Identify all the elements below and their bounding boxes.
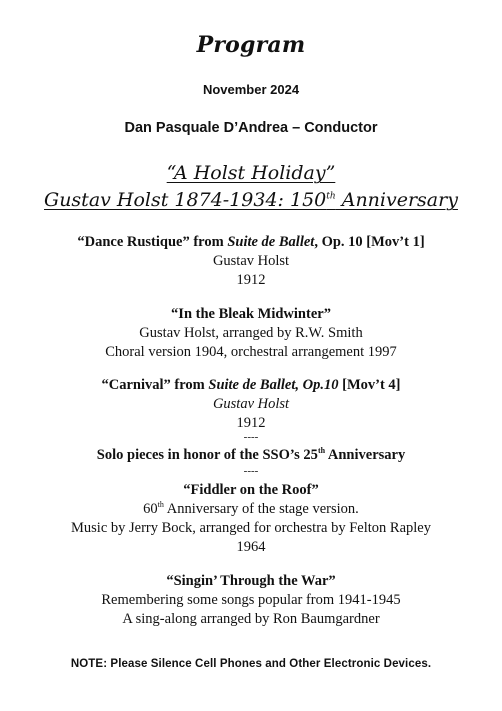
fiddler-year: 1964 xyxy=(236,539,266,555)
piece-1-title-pre: “Dance Rustique” from xyxy=(77,234,228,250)
fiddler-anniversary-text: Anniversary of the stage version. xyxy=(163,501,359,517)
fiddler-credits: Music by Jerry Bock, arranged for orchestra by Felton Rapley xyxy=(71,520,431,536)
anniversary-headline-suffix: Anniversary xyxy=(335,189,458,211)
page-title: Program xyxy=(196,32,306,58)
piece-3-year: 1912 xyxy=(236,415,266,431)
piece-1-title-post: , Op. 10 [Mov’t 1] xyxy=(314,234,425,250)
piece-1-title xyxy=(0,233,502,252)
solo-heading-text: Solo pieces in honor of the SSO’s 25 xyxy=(96,447,318,463)
fiddler-anniversary-ordinal: th xyxy=(157,500,164,510)
solo-heading-suffix: Anniversary xyxy=(325,447,406,463)
piece-1-composer: Gustav Holst xyxy=(212,253,290,269)
piece-3-title xyxy=(0,376,502,395)
concert-date: November 2024 xyxy=(202,82,300,97)
piece-2-versions: Choral version 1904, orchestral arrangement 1997 xyxy=(105,344,397,360)
piece-3-suite: Suite de Ballet, Op.10 xyxy=(208,377,339,393)
piece-1-year: 1912 xyxy=(236,272,266,288)
silence-phones-note: NOTE: Please Silence Cell Phones and Other Electronic Devices. xyxy=(70,658,432,670)
solo-heading-ordinal: th xyxy=(317,446,326,456)
fiddler-anniversary xyxy=(0,500,502,519)
piece-2-arranger: Gustav Holst, arranged by R.W. Smith xyxy=(139,325,363,341)
piece-1-suite: Suite de Ballet xyxy=(227,234,315,250)
anniversary-headline-ordinal: th xyxy=(326,191,336,202)
singin-description: Remembering some songs popular from 1941-1945 xyxy=(101,592,401,608)
piece-3-title-pre: “Carnival” from xyxy=(101,377,209,393)
singin-title: “Singin’ Through the War” xyxy=(166,573,336,589)
singin-arranger: A sing-along arranged by Ron Baumgardner xyxy=(122,611,380,627)
conductor-line: Dan Pasquale D’Andrea – Conductor xyxy=(124,120,378,136)
concert-headline: “A Holst Holiday” xyxy=(166,162,336,184)
piece-3-composer: Gustav Holst xyxy=(212,396,290,412)
solo-section-heading xyxy=(0,446,502,465)
anniversary-headline xyxy=(0,189,502,211)
piece-3-title-post: [Mov’t 4] xyxy=(338,377,401,393)
anniversary-headline-text: Gustav Holst 1874-1934: 150 xyxy=(44,189,327,211)
piece-2-title: “In the Bleak Midwinter” xyxy=(171,306,331,322)
fiddler-anniversary-number: 60 xyxy=(143,501,158,517)
section-divider-1: ---- xyxy=(243,431,259,443)
fiddler-title: “Fiddler on the Roof” xyxy=(183,482,319,498)
section-divider-2: ---- xyxy=(243,465,259,477)
